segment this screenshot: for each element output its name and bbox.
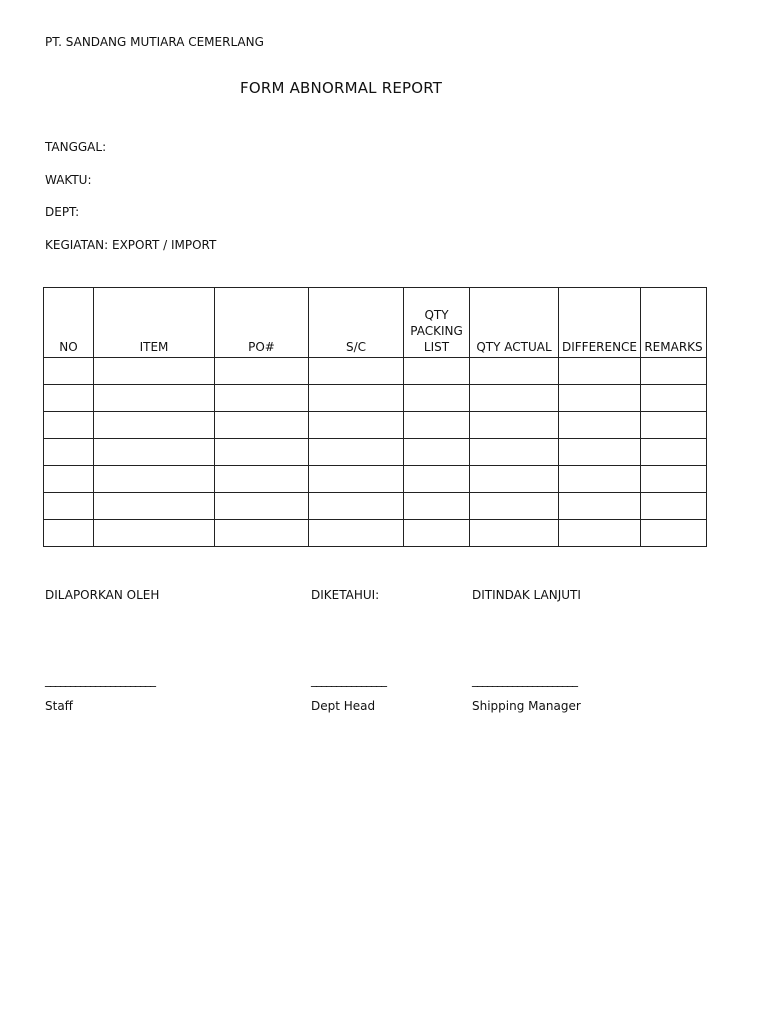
table-cell [404,466,470,493]
table-cell [641,520,707,547]
table-cell [559,493,641,520]
field-tanggal: TANGGAL: [45,140,107,154]
table-cell [215,385,309,412]
table-row [44,358,707,385]
table-row [44,439,707,466]
signature-line-dilaporkan-oleh: ______________________ [45,673,155,687]
table-row [44,412,707,439]
header-qty-actual: QTY ACTUAL [470,288,559,358]
table-cell [215,466,309,493]
table-cell [215,439,309,466]
table-cell [215,520,309,547]
table-cell [215,358,309,385]
table-cell [470,412,559,439]
table-cell [559,520,641,547]
table-cell [94,385,215,412]
table-cell [641,358,707,385]
table-cell [559,412,641,439]
table-cell [309,358,404,385]
table-cell [404,385,470,412]
table-row [44,493,707,520]
report-table [43,287,707,547]
table-cell [94,358,215,385]
table-cell [309,385,404,412]
header-item: ITEM [94,288,215,358]
signature-line-diketahui: _______________ [311,673,386,687]
table-cell [309,493,404,520]
header-qty-packing-list: QTY PACKING LIST [404,288,470,358]
table-cell [44,493,94,520]
table-cell [470,493,559,520]
table-cell [94,466,215,493]
table-cell [404,412,470,439]
field-dept: DEPT: [45,205,80,219]
table-cell [44,412,94,439]
table-cell [215,412,309,439]
table-cell [309,439,404,466]
signature-line-ditindak-lanjuti: _____________________ [472,673,577,687]
table-cell [641,493,707,520]
table-cell [470,520,559,547]
company-name: PT. SANDANG MUTIARA CEMERLANG [45,35,264,49]
form-title: FORM ABNORMAL REPORT [240,79,443,97]
table-cell [559,358,641,385]
table-cell [470,385,559,412]
table-cell [559,439,641,466]
table-cell [94,493,215,520]
table-row [44,520,707,547]
header-remarks: REMARKS [641,288,707,358]
signature-label-dilaporkan-oleh: DILAPORKAN OLEH [45,588,160,602]
table-cell [404,520,470,547]
table-cell [44,358,94,385]
field-waktu: WAKTU: [45,173,92,187]
table-cell [470,439,559,466]
signature-label-ditindak-lanjuti: DITINDAK LANJUTI [472,588,581,602]
table-cell [559,466,641,493]
table-cell [309,412,404,439]
table-cell [641,439,707,466]
table-cell [94,412,215,439]
table-cell [559,385,641,412]
table-cell [309,466,404,493]
signature-label-diketahui: DIKETAHUI: [311,588,380,602]
field-kegiatan: KEGIATAN: EXPORT / IMPORT [45,238,217,252]
table-cell [470,466,559,493]
table-row [44,385,707,412]
signature-role-diketahui: Dept Head [311,699,376,713]
table-cell [215,493,309,520]
table-cell [94,520,215,547]
table-cell [44,385,94,412]
table-cell [641,412,707,439]
header-no: NO [44,288,94,358]
table-cell [641,385,707,412]
table-header-row [44,288,707,358]
header-sc: S/C [309,288,404,358]
header-po: PO# [215,288,309,358]
header-difference: DIFFERENCE [559,288,641,358]
table-cell [404,439,470,466]
table-row [44,466,707,493]
table-cell [44,439,94,466]
table-cell [44,520,94,547]
table-cell [470,358,559,385]
table-cell [309,520,404,547]
table-cell [641,466,707,493]
table-cell [404,493,470,520]
table-cell [44,466,94,493]
signature-role-dilaporkan-oleh: Staff [45,699,73,713]
table-cell [404,358,470,385]
table-cell [94,439,215,466]
signature-role-ditindak-lanjuti: Shipping Manager [472,699,581,713]
